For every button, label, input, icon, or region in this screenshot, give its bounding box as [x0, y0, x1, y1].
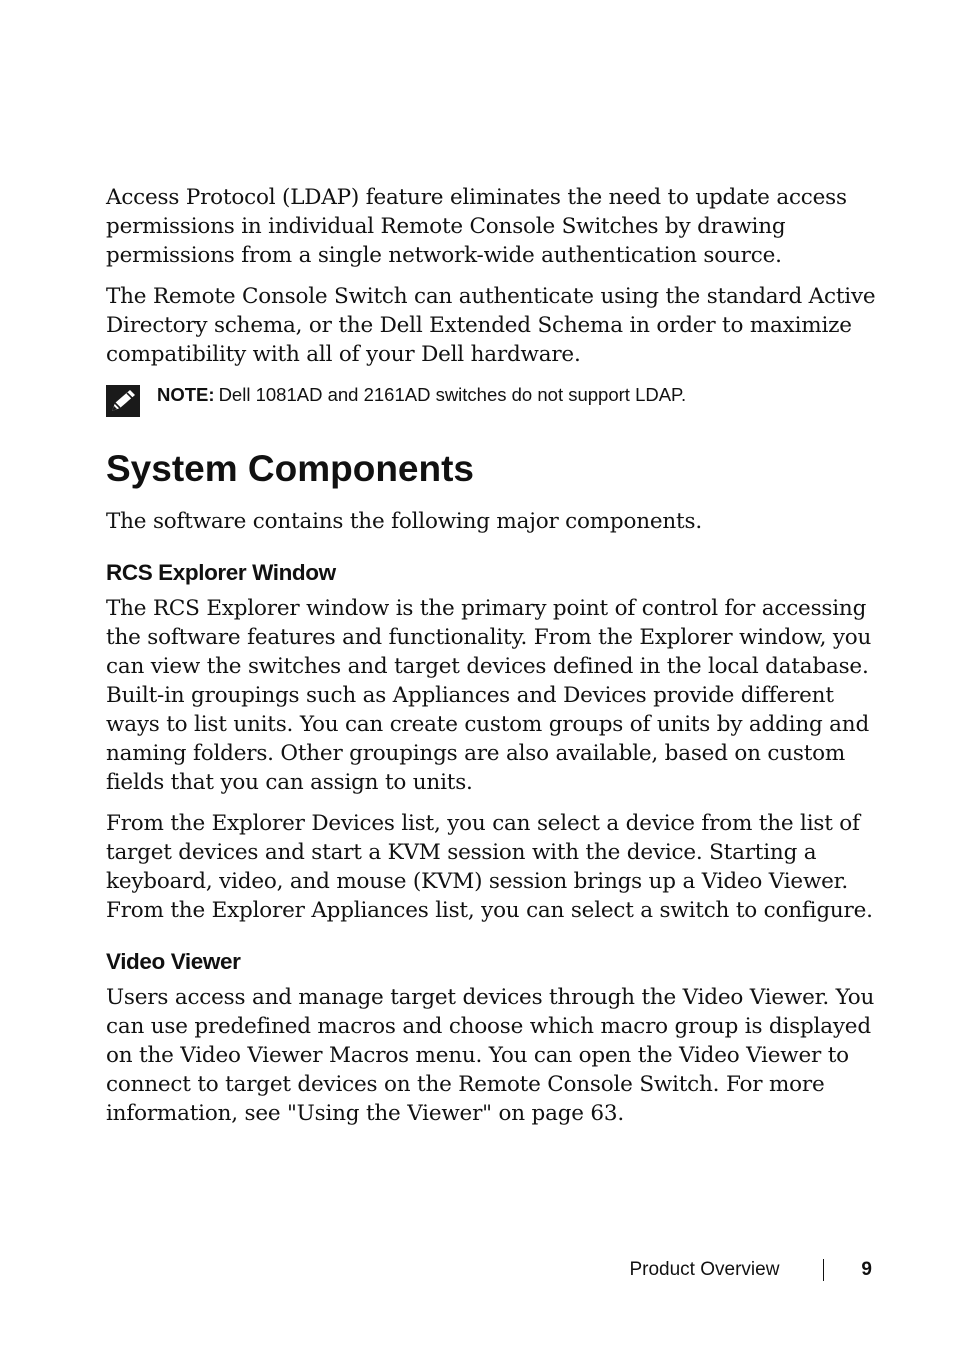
- pencil-note-icon: [106, 385, 140, 417]
- note-text: [157, 381, 686, 407]
- section-intro: The software contains the following major components.: [106, 509, 702, 534]
- note-label: NOTE:: [157, 384, 215, 405]
- note-body: Dell 1081AD and 2161AD switches do not support LDAP.: [218, 384, 687, 405]
- intro-paragraph-2: The Remote Console Switch can authenticate using the standard Active Directory schema, or the Dell Extended Schema in order to maximize compatibility with all of your Dell hardware.: [106, 284, 876, 367]
- page-number: 9: [861, 1259, 872, 1280]
- footer-section-name: Product Overview: [629, 1259, 780, 1280]
- video-viewer-heading: Video Viewer: [106, 949, 241, 974]
- rcs-explorer-heading: RCS Explorer Window: [106, 560, 336, 585]
- page-footer: [629, 1258, 872, 1282]
- rcs-explorer-paragraph-1: The RCS Explorer window is the primary point of control for accessing the software features and functionality. From the Explorer window, you can view the switches and target devices defined in the local database. Built-in groupings such as Appliances and Devices provide different ways to list units. You can create custom groups of units by adding and naming folders. Other groupings are also available, based on custom fields that you can assign to units.: [106, 596, 872, 795]
- section-title: System Components: [106, 448, 475, 489]
- rcs-explorer-paragraph-2: From the Explorer Devices list, you can select a device from the list of target devices and start a KVM session with the device. Starting a keyboard, video, and mouse (KVM) session brings up a Video Viewer. From the Explorer Appliances list, you can select a switch to configure.: [106, 811, 873, 923]
- intro-paragraph-1: Access Protocol (LDAP) feature eliminates the need to update access permissions in individual Remote Console Switches by drawing permissions from a single network-wide authentication source.: [106, 185, 847, 268]
- footer-divider: [823, 1259, 824, 1281]
- page-content: [106, 183, 876, 1140]
- note-box: [106, 381, 876, 419]
- video-viewer-paragraph-1: Users access and manage target devices through the Video Viewer. You can use predefined macros and choose which macro group is displayed on the Video Viewer Macros menu. You can open the Video Viewer to connect to target devices on the Remote Console Switch. For more information, see "Using the Viewer" on page 63.: [106, 985, 875, 1126]
